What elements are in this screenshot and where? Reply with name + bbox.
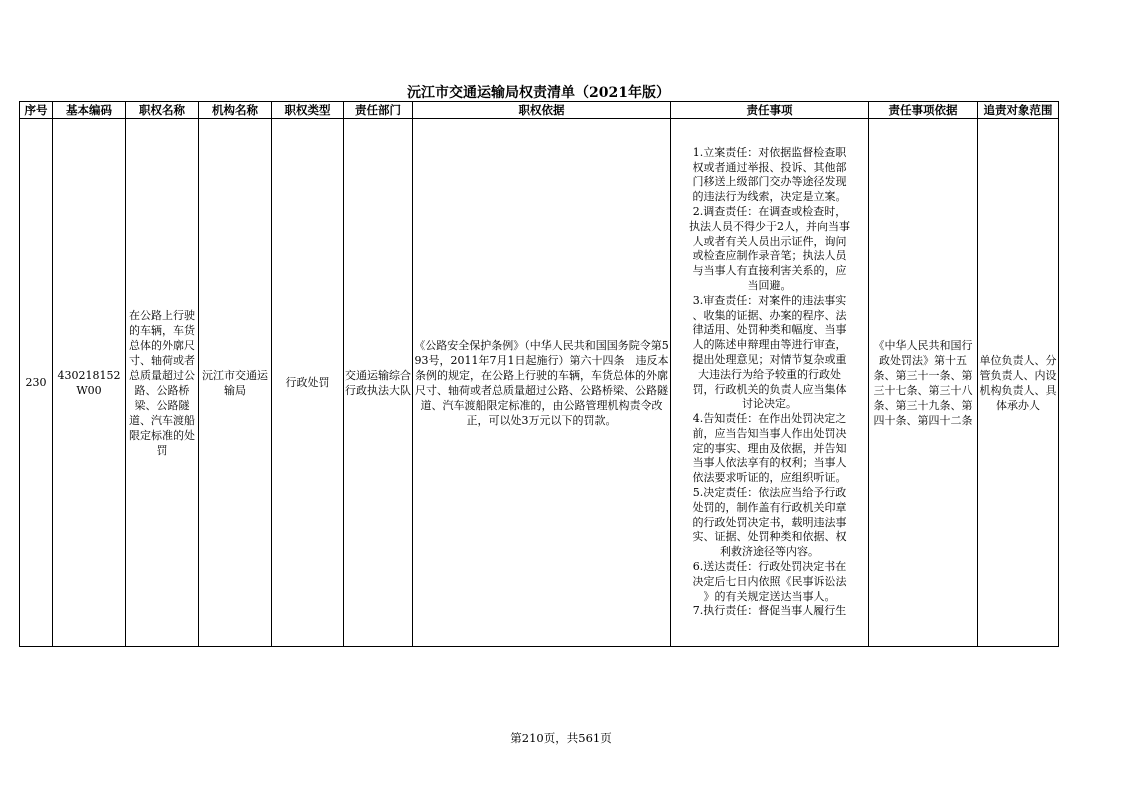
cell-org-name: 沅江市交通运输局	[199, 119, 272, 647]
duty-line: 的行政处罚决定书，载明违法事	[692, 515, 847, 529]
duty-line: 处罚的，制作盖有行政机关印章	[692, 500, 847, 514]
header-duty-basis: 责任事项依据	[869, 102, 978, 119]
duty-line: 提出处理意见；对情节复杂或重	[692, 352, 847, 366]
duty-line: 与当事人有直接利害关系的，应	[692, 264, 847, 278]
duty-line: 执法人员不得少于2人，并向当事	[689, 219, 850, 233]
page-number: 第210页，共561页	[510, 731, 612, 745]
duty-line: 讨论决定。	[742, 397, 797, 411]
duty-line: 人或者有关人员出示证件，询问	[692, 234, 847, 248]
cell-code: 430218152W00	[53, 119, 126, 647]
duty-line: 定的事实、理由及依据，并告知	[692, 441, 847, 455]
duty-line: 3.审查责任：对案件的违法事实	[692, 293, 847, 307]
cell-seq: 230	[20, 119, 53, 647]
cell-department: 交通运输综合行政执法大队	[344, 119, 413, 647]
duty-line: 的违法行为线索，决定是立案。	[692, 190, 847, 204]
header-accountability: 追责对象范围	[978, 102, 1059, 119]
duty-line: 决定后七日内依照《民事诉讼法	[692, 574, 847, 588]
duty-line: 》的有关规定送达当事人。	[703, 589, 836, 603]
duty-line: 2.调查责任：在调查或检查时，	[692, 204, 847, 218]
duty-line: 1.立案责任：对依据监督检查职	[692, 145, 847, 159]
cell-duties	[671, 119, 869, 647]
duty-line: 4.告知责任：在作出处罚决定之	[692, 412, 847, 426]
duty-line: 6.送达责任：行政处罚决定书在	[692, 560, 847, 574]
duty-line: 5.决定责任：依法应当给予行政	[692, 486, 847, 500]
duty-line: 大违法行为给予较重的行政处	[698, 367, 841, 381]
cell-power-name: 在公路上行驶的车辆，车货总体的外廓尺寸、轴荷或者总质量超过公路、公路桥梁、公路隧道、汽车渡船限定标准的处罚	[126, 119, 199, 647]
duty-line: 7.执行责任：督促当事人履行生	[692, 604, 847, 618]
duty-line: 前，应当告知当事人作出处罚决	[692, 426, 847, 440]
cell-basis: 《公路安全保护条例》（中华人民共和国国务院令第593号，2011年7月1日起施行）第六十四条 违反本条例的规定，在公路上行驶的车辆，车货总体的外廓尺寸、轴荷或者总质量超过公路、公路桥梁、公路隧道、汽车渡船限定标准的，由公路管理机构责令改正，可以处3万元以下的罚款。	[413, 119, 671, 647]
header-power-type: 职权类型	[272, 102, 344, 119]
header-org-name: 机构名称	[199, 102, 272, 119]
header-duties: 责任事项	[671, 102, 869, 119]
header-department: 责任部门	[344, 102, 413, 119]
duty-line: 、收集的证据、办案的程序、法	[692, 308, 847, 322]
header-power-name: 职权名称	[126, 102, 199, 119]
duty-line: 门移送上级部门交办等途径发现	[692, 175, 847, 189]
cell-duty-basis: 《中华人民共和国行政处罚法》第十五条、第三十一条、第三十七条、第三十八条、第三十九条、第四十条、第四十二条	[869, 119, 978, 647]
duty-line: 当事人依法享有的权利；当事人	[692, 456, 847, 470]
duty-line: 律适用、处罚种类和幅度、当事	[692, 323, 847, 337]
duty-line: 利救济途径等内容。	[720, 545, 819, 559]
duty-line: 当回避。	[747, 278, 792, 292]
table-row	[20, 119, 1059, 647]
table-header-row	[20, 102, 1059, 119]
header-seq: 序号	[20, 102, 53, 119]
header-basis: 职权依据	[413, 102, 671, 119]
duty-line: 人的陈述申辩理由等进行审查，	[692, 338, 847, 352]
document-title: 沅江市交通运输局权责清单（2021年版）	[407, 85, 670, 101]
duty-line: 权或者通过举报、投诉、其他部	[692, 160, 847, 174]
cell-accountability: 单位负责人、分管负责人、内设机构负责人、具体承办人	[978, 119, 1059, 647]
power-list-table	[19, 101, 1059, 647]
header-code: 基本编码	[53, 102, 126, 119]
duty-line: 实、证据、处罚种类和依据、权	[692, 530, 847, 544]
duty-line: 罚，行政机关的负责人应当集体	[692, 382, 847, 396]
cell-power-type: 行政处罚	[272, 119, 344, 647]
duty-line: 或检查应制作录音笔；执法人员	[692, 249, 847, 263]
duty-line: 依法要求听证的，应组织听证。	[692, 471, 847, 485]
